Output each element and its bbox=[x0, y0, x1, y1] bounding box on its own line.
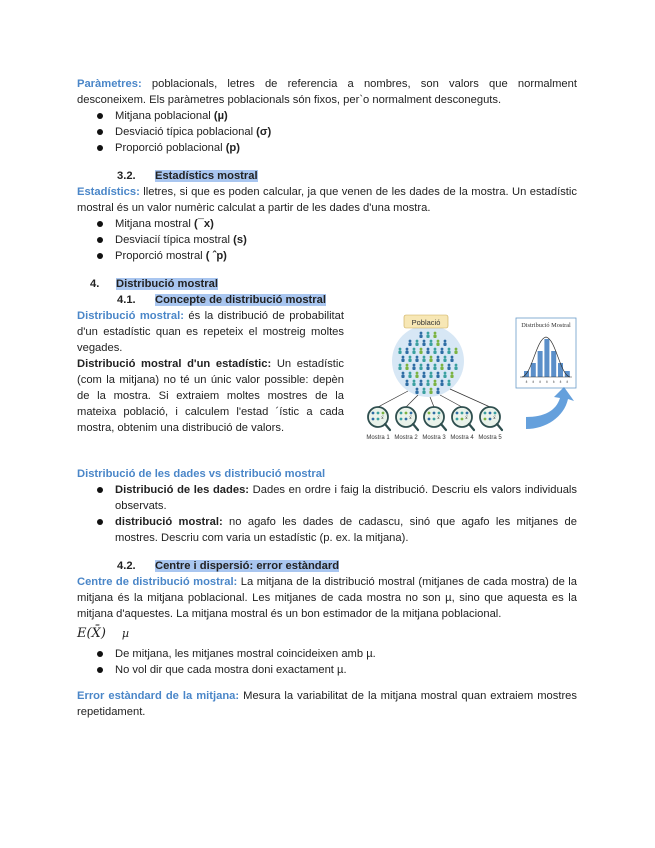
person-body bbox=[422, 359, 425, 363]
person-icon bbox=[423, 356, 426, 359]
person-body bbox=[429, 343, 432, 347]
person-body bbox=[401, 359, 404, 363]
person-icon bbox=[427, 380, 430, 383]
histogram-bar bbox=[558, 363, 563, 377]
person-body bbox=[447, 351, 450, 355]
person-icon bbox=[399, 348, 402, 351]
person-body bbox=[412, 383, 415, 387]
person-body bbox=[426, 367, 429, 371]
person-body bbox=[426, 335, 429, 339]
person-icon bbox=[416, 356, 419, 359]
histogram-bar bbox=[544, 339, 549, 377]
sample-label-4: Mostra 4 bbox=[450, 435, 474, 441]
parameters-label: Paràmetres: bbox=[77, 78, 142, 90]
person-body bbox=[426, 383, 429, 387]
person-icon bbox=[409, 356, 412, 359]
person-icon bbox=[399, 364, 402, 367]
person-icon bbox=[437, 340, 440, 343]
list-item: distribució mostral: no agafo les dades de cadascu, sinó que agafo les mitjanes de mostres. Descriu com varia un estadístic (p. ex. la mitjana). bbox=[97, 514, 577, 546]
person-icon bbox=[444, 356, 447, 359]
person-body bbox=[422, 391, 425, 395]
parameters-list bbox=[97, 108, 577, 156]
list-item: Distribució de les dades: Dades en ordre i faig la distribució. Descriu els valors individuals observats. bbox=[97, 482, 577, 514]
person-icon bbox=[451, 356, 454, 359]
person-body bbox=[443, 359, 446, 363]
person-body bbox=[419, 335, 422, 339]
section-heading-4-1: 4.1. Concepte de distribució mostral bbox=[117, 294, 326, 306]
person-body bbox=[408, 375, 411, 379]
list-item: De mitjana, les mitjanes mostral coincideixen amb µ. bbox=[97, 646, 577, 662]
sample-label-1: Mostra 1 bbox=[366, 435, 390, 441]
person-icon bbox=[444, 340, 447, 343]
tick-label: x̄ bbox=[546, 380, 548, 384]
tick-label: x̄ bbox=[552, 380, 555, 384]
person-icon bbox=[455, 364, 458, 367]
person-body bbox=[419, 351, 422, 355]
tick-label: x̄ bbox=[525, 380, 528, 384]
person-icon bbox=[434, 348, 437, 351]
person-icon bbox=[420, 364, 423, 367]
person-body bbox=[412, 367, 415, 371]
person-body bbox=[415, 359, 418, 363]
person-body bbox=[398, 367, 401, 371]
person-icon bbox=[434, 332, 437, 335]
svg-text:x̄: x̄ bbox=[465, 415, 468, 421]
person-icon bbox=[427, 348, 430, 351]
centre-paragraph: Centre de distribució mostral: La mitjana de la distribució mostral (mitjanes de cada mostra) de la mitjana és la mitjana poblacional. Les mitjanes de cada mostra no son µ, sino que aquesta es la mitjana d'aquestes. La mitjana mostral és un bon estimador de la mitjana poblacional. bbox=[77, 576, 577, 620]
person-icon bbox=[406, 348, 409, 351]
person-icon bbox=[427, 364, 430, 367]
person-body bbox=[429, 359, 432, 363]
list-item: Desviacií típica mostral (s) bbox=[97, 232, 577, 248]
histogram-bar bbox=[551, 351, 556, 377]
person-body bbox=[447, 383, 450, 387]
person-body bbox=[405, 367, 408, 371]
person-icon bbox=[420, 348, 423, 351]
person-icon bbox=[413, 364, 416, 367]
person-icon bbox=[434, 380, 437, 383]
person-body bbox=[429, 391, 432, 395]
person-body bbox=[440, 383, 443, 387]
statistics-paragraph: Estadístics: lletres, si que es poden calcular, ja que venen de les dades de la mostra. Un estadístic mostral és un valor numèric calculat a partir de les dades d'una mostra. bbox=[77, 186, 577, 214]
sample-label-3: Mostra 3 bbox=[422, 435, 446, 441]
svg-text:x̄: x̄ bbox=[437, 415, 440, 421]
person-icon bbox=[406, 380, 409, 383]
expectation-formula: E(X̄) µ bbox=[77, 626, 130, 641]
histogram-bar bbox=[538, 351, 543, 377]
data-vs-sampling-list bbox=[97, 482, 577, 546]
person-icon bbox=[444, 372, 447, 375]
list-item: Proporció poblacional (p) bbox=[97, 140, 577, 156]
histogram-bar bbox=[531, 363, 536, 377]
person-icon bbox=[441, 348, 444, 351]
person-body bbox=[433, 351, 436, 355]
concept-paragraph-1: Distribució mostral: és la distribució de probabilitat d'un estadístic quan es repeteix el mostreig moltes vegades. bbox=[77, 310, 344, 354]
list-item: Proporció mostral ( ˆp) bbox=[97, 248, 577, 264]
person-icon bbox=[416, 340, 419, 343]
concept-paragraph-2: Distribució mostral d'un estadístic: Un estadístic (com la mitjana) no té un únic valor possible: depèn de la mostra. Si extraiem moltes mostres de la mateixa població, i calculem l'estad ´ístic a cada mostra, obtenim una distribució de valors. bbox=[77, 358, 344, 434]
person-body bbox=[433, 367, 436, 371]
svg-text:x̄: x̄ bbox=[409, 415, 412, 421]
person-icon bbox=[416, 388, 419, 391]
person-body bbox=[454, 351, 457, 355]
person-body bbox=[415, 343, 418, 347]
parameters-paragraph bbox=[77, 76, 577, 108]
person-body bbox=[436, 375, 439, 379]
person-icon bbox=[441, 380, 444, 383]
person-body bbox=[440, 367, 443, 371]
person-icon bbox=[430, 340, 433, 343]
sampling-distribution-figure bbox=[356, 313, 578, 445]
person-body bbox=[454, 367, 457, 371]
person-body bbox=[415, 391, 418, 395]
list-item: Desviació típica poblacional (σ) bbox=[97, 124, 577, 140]
person-body bbox=[443, 343, 446, 347]
person-body bbox=[436, 359, 439, 363]
svg-text:x̄: x̄ bbox=[493, 415, 496, 421]
person-body bbox=[436, 343, 439, 347]
list-item: Mitjana mostral (¯x) bbox=[97, 216, 577, 232]
sample-label-2: Mostra 2 bbox=[394, 435, 418, 441]
person-body bbox=[419, 367, 422, 371]
person-icon bbox=[437, 372, 440, 375]
document-page bbox=[77, 76, 577, 720]
person-icon bbox=[406, 364, 409, 367]
section-heading-4: 4. Distribució mostral bbox=[90, 278, 218, 290]
person-body bbox=[436, 391, 439, 395]
list-item: No vol dir que cada mostra doni exactament µ. bbox=[97, 662, 577, 678]
person-icon bbox=[413, 380, 416, 383]
person-icon bbox=[402, 356, 405, 359]
person-icon bbox=[448, 348, 451, 351]
person-icon bbox=[437, 388, 440, 391]
person-body bbox=[443, 375, 446, 379]
concept-block bbox=[77, 308, 577, 460]
person-body bbox=[405, 383, 408, 387]
person-icon bbox=[430, 356, 433, 359]
person-body bbox=[440, 351, 443, 355]
person-icon bbox=[416, 372, 419, 375]
parameters-text: poblacionals, letres de referencia a nombres, son valors que normalment desconeixem. Els paràmetres poblacionals són fixos, per`o normalment desconeguts. bbox=[77, 78, 577, 106]
statistics-list bbox=[97, 216, 577, 264]
tick-label: x̄ bbox=[559, 380, 562, 384]
person-icon bbox=[402, 372, 405, 375]
person-icon bbox=[409, 340, 412, 343]
person-body bbox=[405, 351, 408, 355]
person-icon bbox=[448, 364, 451, 367]
person-body bbox=[408, 359, 411, 363]
person-icon bbox=[448, 380, 451, 383]
person-body bbox=[450, 375, 453, 379]
tick-label: x̄ bbox=[539, 380, 541, 384]
sample-label-5: Mostra 5 bbox=[478, 435, 502, 441]
person-body bbox=[426, 351, 429, 355]
tick-label: x̄ bbox=[566, 380, 569, 384]
person-body bbox=[422, 375, 425, 379]
centre-list bbox=[97, 646, 577, 678]
person-body bbox=[419, 383, 422, 387]
person-icon bbox=[434, 364, 437, 367]
tick-label: x̄ bbox=[532, 380, 535, 384]
person-icon bbox=[451, 372, 454, 375]
concept-text bbox=[77, 308, 344, 436]
person-body bbox=[398, 351, 401, 355]
person-body bbox=[433, 335, 436, 339]
person-body bbox=[415, 375, 418, 379]
person-body bbox=[422, 343, 425, 347]
person-body bbox=[429, 375, 432, 379]
person-icon bbox=[427, 332, 430, 335]
list-item: Mitjana poblacional (µ) bbox=[97, 108, 577, 124]
person-body bbox=[447, 367, 450, 371]
distribution-title: Distribució Mostral bbox=[521, 322, 571, 329]
person-icon bbox=[441, 364, 444, 367]
person-body bbox=[450, 359, 453, 363]
person-icon bbox=[423, 372, 426, 375]
person-icon bbox=[420, 380, 423, 383]
person-icon bbox=[420, 332, 423, 335]
standard-error-paragraph: Error estàndard de la mitjana: Mesura la variabilitat de la mitjana mostral quan extraiem mostres repetidament. bbox=[77, 690, 577, 718]
person-icon bbox=[413, 348, 416, 351]
person-icon bbox=[423, 340, 426, 343]
person-icon bbox=[437, 356, 440, 359]
section-heading-4-2: 4.2. Centre i dispersió: error estàndard bbox=[117, 560, 340, 572]
person-icon bbox=[423, 388, 426, 391]
person-body bbox=[412, 351, 415, 355]
person-icon bbox=[409, 372, 412, 375]
svg-text:x̄: x̄ bbox=[381, 415, 384, 421]
person-icon bbox=[430, 388, 433, 391]
person-body bbox=[401, 375, 404, 379]
person-icon bbox=[430, 372, 433, 375]
section-heading-3-2: 3.2. Estadístics mostral bbox=[117, 170, 258, 182]
person-body bbox=[408, 343, 411, 347]
person-icon bbox=[455, 348, 458, 351]
person-body bbox=[433, 383, 436, 387]
population-label: Població bbox=[411, 318, 441, 327]
data-vs-sampling-heading: Distribució de les dades vs distribució mostral bbox=[77, 468, 326, 480]
